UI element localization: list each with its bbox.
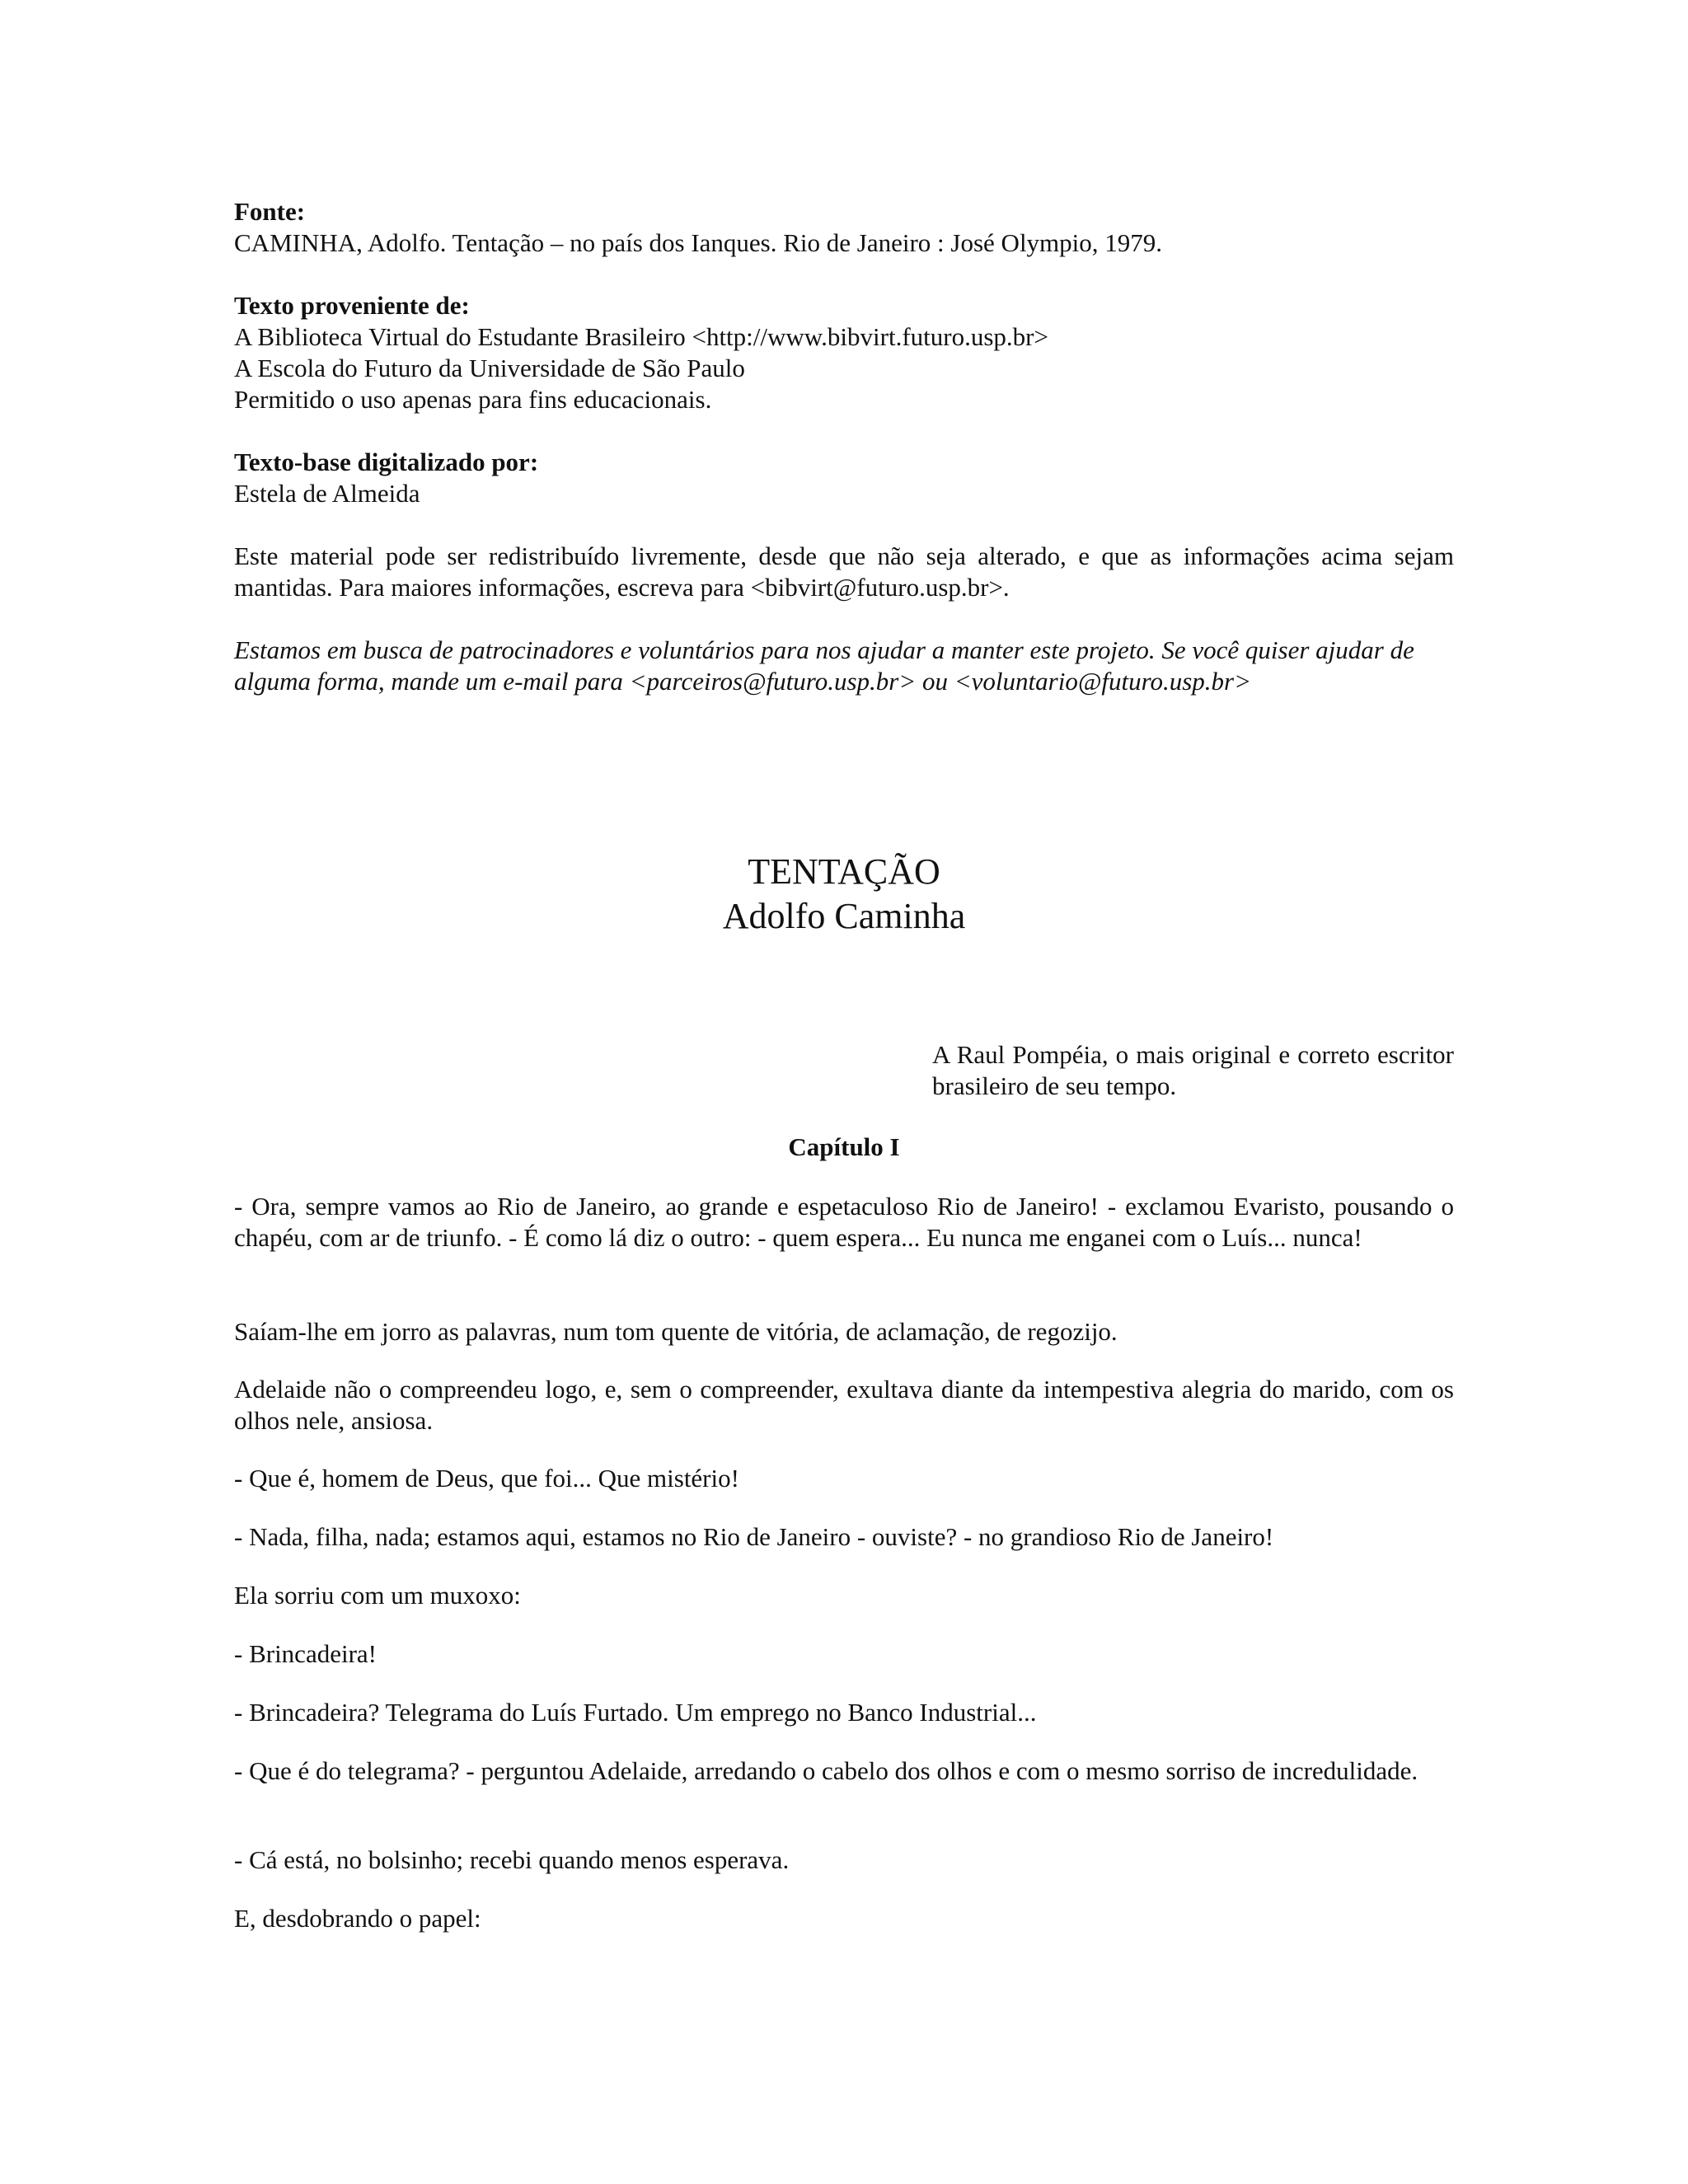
source-section — [234, 196, 1454, 259]
origin-line: A Escola do Futuro da Universidade de São Paulo — [234, 354, 745, 382]
paragraph: - Que é, homem de Deus, que foi... Que mistério! — [234, 1464, 739, 1493]
license-notice: Este material pode ser redistribuído livremente, desde que não seja alterado, e que as informações acima sejam mantidas. Para maiores informações, escreva para <bibvirt@futuro.usp.br>. — [234, 541, 1454, 602]
paragraph: E, desdobrando o papel: — [234, 1904, 481, 1933]
origin-line: Permitido o uso apenas para fins educacionais. — [234, 385, 712, 414]
sponsor-notice: Estamos em busca de patrocinadores e voluntários para nos ajudar a manter este projeto. Se você quiser ajudar de alguma forma, mande um e-mail para <parceiros@futuro.usp.br> ou <voluntario@futuro.usp.br> — [234, 635, 1414, 696]
document-page — [234, 0, 1454, 2184]
dedication: A Raul Pompéia, o mais original e correto escritor brasileiro de seu tempo. — [932, 1040, 1454, 1100]
origin-line: A Biblioteca Virtual do Estudante Brasileiro <http://www.bibvirt.futuro.usp.br> — [234, 322, 1048, 351]
paragraph: - Brincadeira? Telegrama do Luís Furtado. Um emprego no Banco Industrial... — [234, 1698, 1037, 1727]
paragraph: Saíam-lhe em jorro as palavras, num tom quente de vitória, de aclamação, de regozijo. — [234, 1317, 1118, 1346]
title-block — [234, 850, 1454, 939]
paragraph: - Brincadeira! — [234, 1639, 377, 1668]
paragraph: - Que é do telegrama? - perguntou Adelaide, arredando o cabelo dos olhos e com o mesmo sorriso de incredulidade. — [234, 1756, 1418, 1785]
digitized-label: Texto-base digitalizado por: — [234, 448, 539, 476]
digitized-name: Estela de Almeida — [234, 479, 420, 508]
source-label: Fonte: — [234, 197, 306, 226]
origin-section — [234, 290, 1454, 415]
author-name: Adolfo Caminha — [722, 896, 966, 936]
paragraph: - Nada, filha, nada; estamos aqui, estamos no Rio de Janeiro - ouviste? - no grandioso Rio de Janeiro! — [234, 1522, 1274, 1551]
paragraph: Ela sorriu com um muxoxo: — [234, 1581, 521, 1610]
paragraph: - Cá está, no bolsinho; recebi quando menos esperava. — [234, 1845, 790, 1874]
paragraph: - Ora, sempre vamos ao Rio de Janeiro, ao grande e espetaculoso Rio de Janeiro! - exclamou Evaristo, pousando o chapéu, com ar de triunfo. - É como lá diz o outro: - quem espera... Eu nunca me enganei com o Luís... nunca! — [234, 1192, 1454, 1252]
origin-label: Texto proveniente de: — [234, 291, 470, 320]
chapter-heading: Capítulo I — [788, 1132, 900, 1161]
source-citation: CAMINHA, Adolfo. Tentação – no país dos Ianques. Rio de Janeiro : José Olympio, 1979. — [234, 228, 1163, 257]
paragraph: Adelaide não o compreendeu logo, e, sem o compreender, exultava diante da intempestiva alegria do marido, com os olhos nele, ansiosa. — [234, 1375, 1454, 1435]
book-title: TENTAÇÃO — [748, 851, 940, 892]
digitized-section — [234, 447, 1454, 509]
